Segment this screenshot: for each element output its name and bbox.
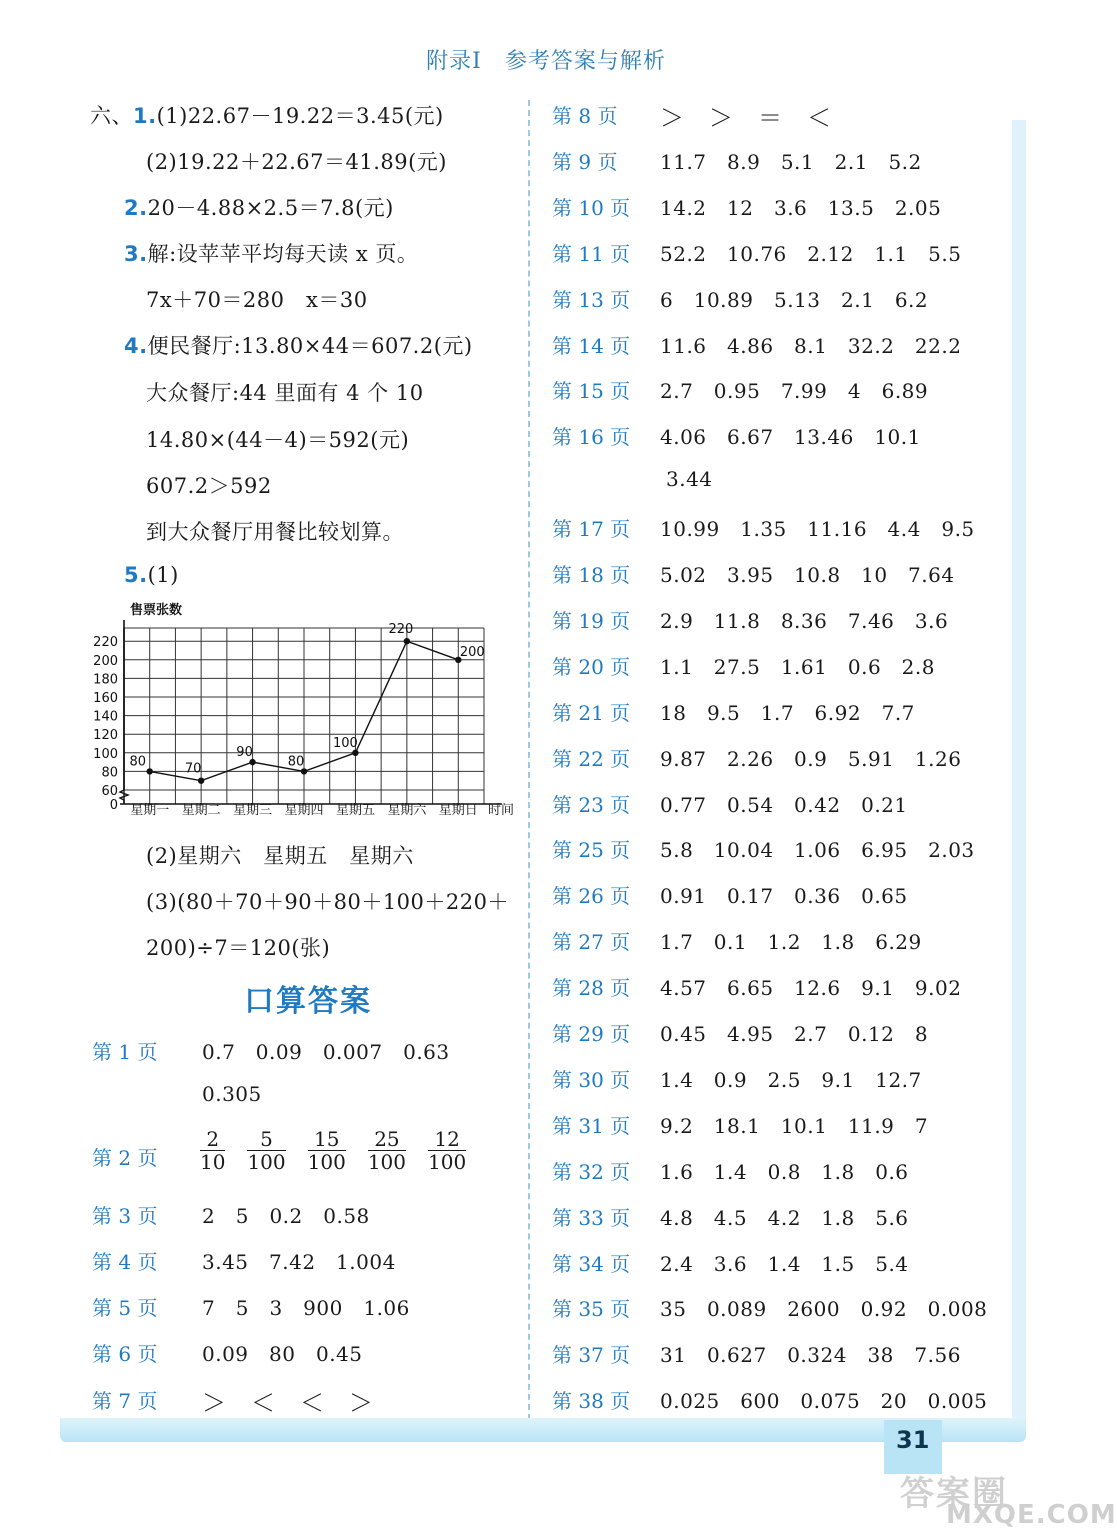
oral-answer-2-fractions (200, 1128, 488, 1173)
data-label: 90 (236, 745, 253, 761)
answer-values: 4.06 6.67 13.46 10.1 (660, 425, 921, 449)
fraction-denominator: 100 (307, 1150, 346, 1174)
page-header: 附录Ⅰ 参考答案与解析 (426, 49, 666, 74)
page-label: 第 10 页 (552, 196, 631, 220)
data-point (147, 768, 153, 774)
oral-answer-3: 2 5 0.2 0.58 (202, 1204, 370, 1228)
oral-page-1: 第 1 页 (92, 1040, 158, 1064)
fraction-denominator: 10 (200, 1150, 226, 1174)
page-label: 第 18 页 (552, 563, 631, 587)
answer-values: 4.8 4.5 4.2 1.8 5.6 (660, 1206, 909, 1230)
data-label: 70 (184, 761, 202, 777)
side-decoration-band (1012, 120, 1026, 1420)
answer-values: 0.45 4.95 2.7 0.12 8 (660, 1022, 929, 1046)
page-label: 第 37 页 (552, 1343, 631, 1367)
y-tick-label: 200 (93, 653, 118, 669)
answer-values: 9.2 18.1 10.1 11.9 7 (660, 1114, 929, 1138)
answer-values: 52.2 10.76 2.12 1.1 5.5 (660, 242, 962, 266)
q2-line (124, 192, 394, 222)
fraction-numerator: 5 (247, 1128, 285, 1151)
page-label: 第 27 页 (552, 930, 631, 954)
oral-answer-5: 7 5 3 900 1.06 (202, 1296, 410, 1320)
q3-text-a: 解:设苹苹平均每天读 x 页。 (147, 242, 419, 266)
oral-page-5: 第 5 页 (92, 1296, 158, 1320)
data-label: 80 (287, 754, 305, 770)
fraction-denominator: 100 (367, 1150, 407, 1174)
answer-values: 18 9.5 1.7 6.92 7.7 (660, 701, 915, 725)
data-label: 200 (459, 644, 485, 660)
watermark-url: MXQE.COM (946, 1500, 1117, 1530)
page-number: 31 (896, 1426, 930, 1454)
page-label: 第 30 页 (552, 1068, 631, 1092)
oral-page-3: 第 3 页 (92, 1204, 158, 1228)
q5-text-a: (1) (147, 563, 179, 587)
q6-prefix: 六、 (90, 104, 133, 128)
q1-part-a: (1)22.67－19.22＝3.45(元) (156, 104, 444, 128)
answer-values: 6 10.89 5.13 2.1 6.2 (660, 288, 929, 312)
answer-values: 9.87 2.26 0.9 5.91 1.26 (660, 747, 962, 771)
q4-text-c: 14.80×(44－4)＝592(元) (146, 428, 410, 452)
q2-number: 2. (124, 196, 148, 220)
data-label: 220 (388, 622, 414, 638)
page-label: 第 26 页 (552, 884, 631, 908)
column-divider (528, 100, 530, 1430)
y-tick-label: 180 (93, 672, 118, 688)
q3-text-b: 7x＋70＝280 x＝30 (146, 288, 368, 312)
oral-answer-7: ＞ ＜ ＜ ＞ (202, 1389, 374, 1417)
page-label: 第 8 页 (552, 104, 618, 128)
answer-values: 11.7 8.9 5.1 2.1 5.2 (660, 150, 922, 174)
y-tick-label: 220 (93, 635, 118, 651)
answer-values: 1.4 0.9 2.5 9.1 12.7 (660, 1068, 922, 1092)
y-tick-label: 140 (93, 709, 118, 725)
answer-values: 2.7 0.95 7.99 4 6.89 (660, 379, 929, 403)
q4-text-e: 到大众餐厅用餐比较划算。 (146, 520, 404, 544)
answer-values: 0.025 600 0.075 20 0.005 (660, 1389, 988, 1413)
page-label: 第 15 页 (552, 379, 631, 403)
x-tick-label: 星期三 (233, 803, 273, 818)
q2-text: 20－4.88×2.5＝7.8(元) (147, 196, 394, 220)
data-point (198, 778, 204, 784)
answer-values: 4.57 6.65 12.6 9.1 9.02 (660, 976, 962, 1000)
answer-values: 2.4 3.6 1.4 1.5 5.4 (660, 1252, 909, 1276)
fraction-numerator: 2 (200, 1128, 225, 1151)
q4-text-b: 大众餐厅:44 里面有 4 个 10 (146, 381, 424, 405)
ticket-sales-line-chart (88, 598, 528, 820)
q1-line-a (90, 100, 444, 130)
answer-values: 11.6 4.86 8.1 32.2 22.2 (660, 334, 962, 358)
watermark-logo: 答案圈 (900, 1474, 1008, 1514)
oral-answer-1-cont: 0.305 (202, 1082, 262, 1106)
answer-values: 1.6 1.4 0.8 1.8 0.6 (660, 1160, 909, 1184)
answer-values: 10.99 1.35 11.16 4.4 9.5 (660, 517, 975, 541)
page-label: 第 21 页 (552, 701, 631, 725)
fraction-numerator: 25 (368, 1128, 406, 1151)
page-label: 第 22 页 (552, 747, 631, 771)
x-tick-label: 星期一 (130, 803, 170, 818)
fraction-numerator: 12 (428, 1128, 466, 1151)
answer-values: ＞ ＞ ＝ ＜ (660, 104, 832, 132)
page-label: 第 33 页 (552, 1206, 631, 1230)
oral-answer-1: 0.7 0.09 0.007 0.63 (202, 1040, 450, 1064)
q4-number: 4. (124, 334, 148, 358)
q1-number: 1. (133, 104, 157, 128)
answer-values: 5.8 10.04 1.06 6.95 2.03 (660, 838, 975, 862)
page-label: 第 32 页 (552, 1160, 631, 1184)
fraction-numerator: 15 (308, 1128, 346, 1151)
page-label: 第 9 页 (552, 150, 618, 174)
page-label: 第 25 页 (552, 838, 631, 862)
oral-page-6: 第 6 页 (92, 1342, 158, 1366)
page-label: 第 35 页 (552, 1297, 631, 1321)
page-label: 第 19 页 (552, 609, 631, 633)
fraction (247, 1128, 285, 1173)
q5-text-b: (2)星期六 星期五 星期六 (146, 844, 414, 868)
fraction (200, 1128, 225, 1173)
page-label: 第 34 页 (552, 1252, 631, 1276)
answer-values: 0.77 0.54 0.42 0.21 (660, 793, 908, 817)
page-label: 第 28 页 (552, 976, 631, 1000)
y-tick-label: 60 (101, 784, 118, 799)
q3-line-a (124, 238, 418, 268)
q1-part-b: (2)19.22＋22.67＝41.89(元) (146, 150, 447, 174)
x-axis-label: 时间 (488, 803, 515, 818)
y-tick-label: 120 (93, 728, 118, 744)
page-label: 第 20 页 (552, 655, 631, 679)
y-tick-label: 0 (109, 798, 118, 813)
y-axis-label: 售票张数 (130, 603, 183, 618)
q5-line-a (124, 563, 179, 587)
page-label: 第 13 页 (552, 288, 631, 312)
q4-line-a (124, 330, 473, 360)
page-label: 第 14 页 (552, 334, 631, 358)
y-tick-label: 80 (101, 765, 118, 781)
data-label: 100 (333, 735, 358, 751)
x-tick-label: 星期四 (284, 803, 324, 818)
answer-values: 5.02 3.95 10.8 10 7.64 (660, 563, 955, 587)
fraction (428, 1128, 466, 1173)
q5-number: 5. (124, 563, 148, 587)
q3-number: 3. (124, 242, 148, 266)
answer-values: 31 0.627 0.324 38 7.56 (660, 1343, 961, 1367)
answer-values: 14.2 12 3.6 13.5 2.05 (660, 196, 942, 220)
data-label: 80 (129, 754, 146, 770)
fraction (308, 1128, 346, 1173)
answer-values: 3.44 (666, 467, 713, 491)
page-label: 第 23 页 (552, 793, 631, 817)
y-tick-label: 100 (93, 746, 118, 762)
answer-values: 35 0.089 2600 0.92 0.008 (660, 1297, 988, 1321)
answer-values: 2.9 11.8 8.36 7.46 3.6 (660, 609, 949, 633)
y-tick-label: 160 (93, 691, 118, 706)
fraction-denominator: 100 (428, 1150, 467, 1174)
page-label: 第 16 页 (552, 425, 631, 449)
q4-text-a: 便民餐厅:13.80×44＝607.2(元) (147, 334, 473, 358)
x-tick-label: 星期日 (438, 803, 478, 818)
oral-answer-6: 0.09 80 0.45 (202, 1342, 363, 1366)
x-tick-label: 星期五 (335, 803, 375, 818)
q5-text-c: (3)(80＋70＋90＋80＋100＋220＋ (146, 890, 509, 914)
oral-page-4: 第 4 页 (92, 1250, 158, 1274)
page-label: 第 38 页 (552, 1389, 631, 1413)
bottom-decoration-band (60, 1418, 1026, 1442)
page-label: 第 11 页 (552, 242, 631, 266)
q4-text-d: 607.2＞592 (146, 474, 272, 498)
oral-answer-4: 3.45 7.42 1.004 (202, 1250, 396, 1274)
oral-page-7: 第 7 页 (92, 1389, 158, 1413)
page-label: 第 31 页 (552, 1114, 631, 1138)
answer-values: 1.1 27.5 1.61 0.6 2.8 (660, 655, 935, 679)
x-tick-label: 星期六 (387, 803, 427, 818)
page-label: 第 17 页 (552, 517, 631, 541)
data-point (404, 638, 410, 644)
oral-page-2: 第 2 页 (92, 1146, 158, 1170)
oral-section-title: 口算答案 (244, 984, 372, 1019)
fraction (368, 1128, 406, 1173)
answer-values: 1.7 0.1 1.2 1.8 6.29 (660, 930, 922, 954)
q5-text-d: 200)÷7＝120(张) (146, 936, 331, 960)
fraction-denominator: 100 (247, 1150, 286, 1174)
page-label: 第 29 页 (552, 1022, 631, 1046)
answer-values: 0.91 0.17 0.36 0.65 (660, 884, 908, 908)
x-tick-label: 星期二 (181, 803, 221, 818)
